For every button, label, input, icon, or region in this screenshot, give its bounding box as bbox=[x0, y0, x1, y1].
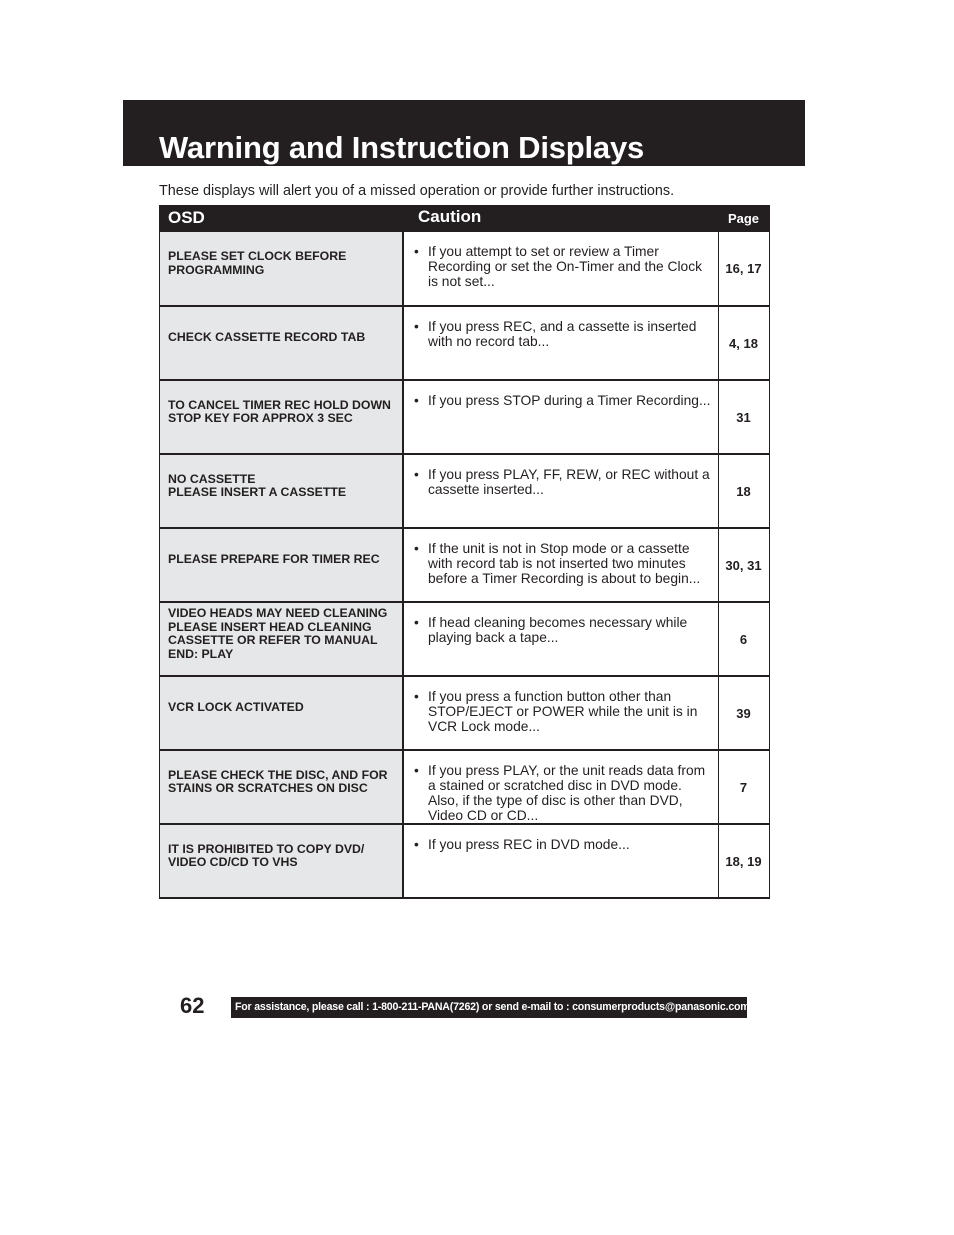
osd-text: PLEASE PREPARE FOR TIMER REC bbox=[168, 552, 380, 567]
page-number: 62 bbox=[180, 993, 205, 1018]
table-row bbox=[160, 231, 769, 305]
osd-text: PLEASE CHECK THE DISC, AND FOR STAINS OR SCRATCHES ON DISC bbox=[168, 767, 388, 795]
bullet-icon: • bbox=[414, 244, 419, 259]
bullet-icon: • bbox=[414, 615, 419, 630]
caution-cell bbox=[404, 825, 719, 897]
osd-cell bbox=[160, 381, 404, 453]
bullet-icon: • bbox=[414, 763, 419, 778]
caution-text: If head cleaning becomes necessary while playing back a tape... bbox=[428, 615, 688, 645]
bullet-icon: • bbox=[414, 689, 419, 704]
page-ref: 18 bbox=[736, 483, 751, 499]
header-caution: Caution bbox=[418, 207, 482, 226]
caution-cell bbox=[404, 751, 719, 823]
title-bar bbox=[123, 100, 805, 166]
caution-cell bbox=[404, 529, 719, 601]
page-ref: 6 bbox=[739, 631, 748, 647]
caution-text: If you press REC, and a cassette is inserted with no record tab... bbox=[428, 319, 697, 349]
osd-cell bbox=[160, 603, 404, 675]
table-header bbox=[160, 205, 769, 231]
page-ref: 16, 17 bbox=[725, 261, 762, 276]
caution-text: If the unit is not in Stop mode or a cassette with record tab is not inserted two minutes before a Timer Recording is about to begin... bbox=[428, 541, 701, 586]
page-ref: 18, 19 bbox=[725, 853, 762, 869]
bullet-icon: • bbox=[414, 319, 419, 334]
osd-cell bbox=[160, 455, 404, 527]
header-page: Page bbox=[727, 211, 760, 226]
table-row bbox=[160, 601, 769, 675]
table-row bbox=[160, 453, 769, 527]
caution-text: If you press PLAY, or the unit reads data from a stained or scratched disc in DVD mode. Also, if the type of disc is other than DVD, Video CD or CD... bbox=[428, 763, 706, 823]
bullet-icon: • bbox=[414, 837, 419, 852]
table-row bbox=[160, 749, 769, 823]
caution-cell bbox=[404, 307, 719, 379]
osd-text: TO CANCEL TIMER REC HOLD DOWN STOP KEY FOR APPROX 3 SEC bbox=[168, 397, 391, 425]
footer-assistance: For assistance, please call : 1-800-211-PANA(7262) or send e-mail to : consumerproducts@panasonic.com bbox=[231, 997, 747, 1018]
page-ref: 39 bbox=[736, 705, 751, 721]
bullet-icon: • bbox=[414, 467, 419, 482]
caution-cell bbox=[404, 603, 719, 675]
osd-text: PLEASE SET CLOCK BEFORE PROGRAMMING bbox=[168, 249, 347, 277]
table-row bbox=[160, 527, 769, 601]
warning-table bbox=[159, 205, 770, 899]
caution-text: If you attempt to set or review a Timer Recording or set the On-Timer and the Clock is not set... bbox=[428, 244, 703, 289]
table-row bbox=[160, 675, 769, 749]
bullet-icon: • bbox=[414, 541, 419, 556]
page-title: Warning and Instruction Displays bbox=[159, 130, 645, 165]
bullet-icon: • bbox=[414, 393, 419, 408]
osd-cell bbox=[160, 232, 404, 305]
caution-cell bbox=[404, 677, 719, 749]
table-row bbox=[160, 305, 769, 379]
header-osd: OSD bbox=[168, 208, 205, 227]
page-ref: 4, 18 bbox=[729, 335, 758, 351]
caution-text: If you press PLAY, FF, REW, or REC without a cassette inserted... bbox=[428, 467, 710, 497]
osd-cell bbox=[160, 307, 404, 379]
caution-cell bbox=[404, 455, 719, 527]
caution-text: If you press STOP during a Timer Recording... bbox=[428, 393, 711, 408]
caution-text: If you press a function button other than STOP/EJECT or POWER while the unit is in VCR Lock mode... bbox=[428, 689, 698, 734]
table-row bbox=[160, 379, 769, 453]
osd-text: CHECK CASSETTE RECORD TAB bbox=[168, 330, 366, 345]
osd-text: IT IS PROHIBITED TO COPY DVD/ VIDEO CD/CD TO VHS bbox=[168, 841, 365, 869]
osd-cell bbox=[160, 751, 404, 823]
osd-cell bbox=[160, 677, 404, 749]
page-ref: 30, 31 bbox=[725, 557, 762, 573]
caution-text: If you press REC in DVD mode... bbox=[428, 837, 630, 852]
caution-cell bbox=[404, 232, 719, 305]
osd-cell bbox=[160, 825, 404, 897]
osd-text: NO CASSETTE PLEASE INSERT A CASSETTE bbox=[168, 471, 347, 499]
page-ref: 7 bbox=[739, 779, 748, 795]
osd-cell bbox=[160, 529, 404, 601]
caution-cell bbox=[404, 381, 719, 453]
table-row bbox=[160, 823, 769, 897]
osd-text: VIDEO HEADS MAY NEED CLEANING PLEASE INSERT HEAD CLEANING CASSETTE OR REFER TO MANUAL END: PLAY bbox=[168, 606, 388, 661]
osd-text: VCR LOCK ACTIVATED bbox=[168, 700, 304, 715]
page-ref: 31 bbox=[736, 409, 751, 425]
intro-text: These displays will alert you of a missed operation or provide further instructions. bbox=[159, 183, 675, 199]
